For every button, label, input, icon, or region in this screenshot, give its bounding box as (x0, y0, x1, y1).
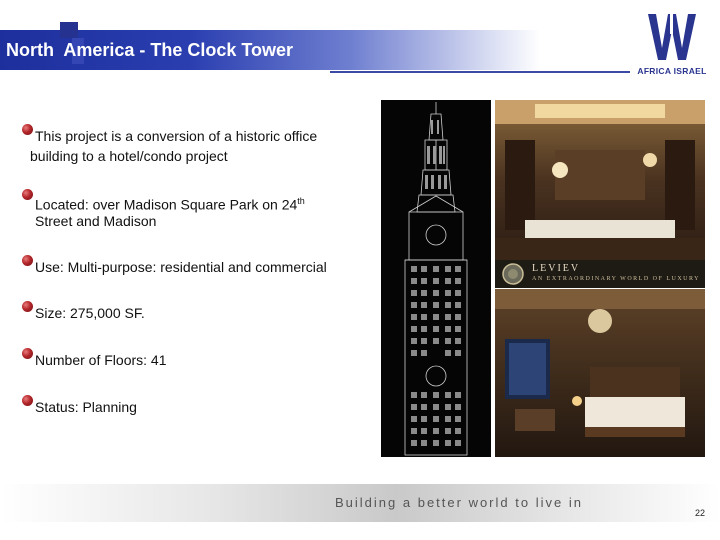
banner-subtitle: AN EXTRAORDINARY WORLD OF LUXURY (532, 276, 701, 282)
bullet-text: Status: Planning (35, 399, 137, 415)
logo-text: AFRICA ISRAEL (637, 66, 707, 76)
page-number: 22 (695, 508, 706, 518)
bullet-icon (22, 395, 33, 406)
bullet-icon (22, 124, 33, 135)
bullet-text: This project is a conversion of a historic office (35, 128, 318, 144)
leviev-emblem-icon (500, 262, 526, 286)
leviev-banner (495, 260, 705, 288)
bullet-icon (22, 189, 33, 200)
clock-tower-image (381, 100, 491, 457)
bullet-text: Number of Floors: 41 (35, 352, 167, 368)
bullet-text: Size: 275,000 SF. (35, 305, 145, 321)
hotel-lobby-photo (495, 100, 705, 260)
bullet-icon (22, 301, 33, 312)
bullet-text: Use: Multi-purpose: residential and commercial (35, 259, 327, 275)
title-decoration (60, 22, 78, 38)
bullet-icon (22, 348, 33, 359)
bullet-text: building to a hotel/condo project (30, 148, 228, 164)
bullet-text-main: Located: over Madison Square Park on 24 (35, 196, 298, 213)
hotel-bedroom-photo (495, 289, 705, 457)
footer-tagline: Building a better world to live in (335, 495, 583, 510)
bullet-text: Street and Madison (35, 213, 157, 229)
title-underline (330, 71, 630, 73)
banner-title: LEVIEV (532, 263, 581, 274)
slide-title: North America - The Clock Tower (6, 40, 294, 60)
superscript: th (297, 196, 305, 206)
bullet-icon (22, 255, 33, 266)
